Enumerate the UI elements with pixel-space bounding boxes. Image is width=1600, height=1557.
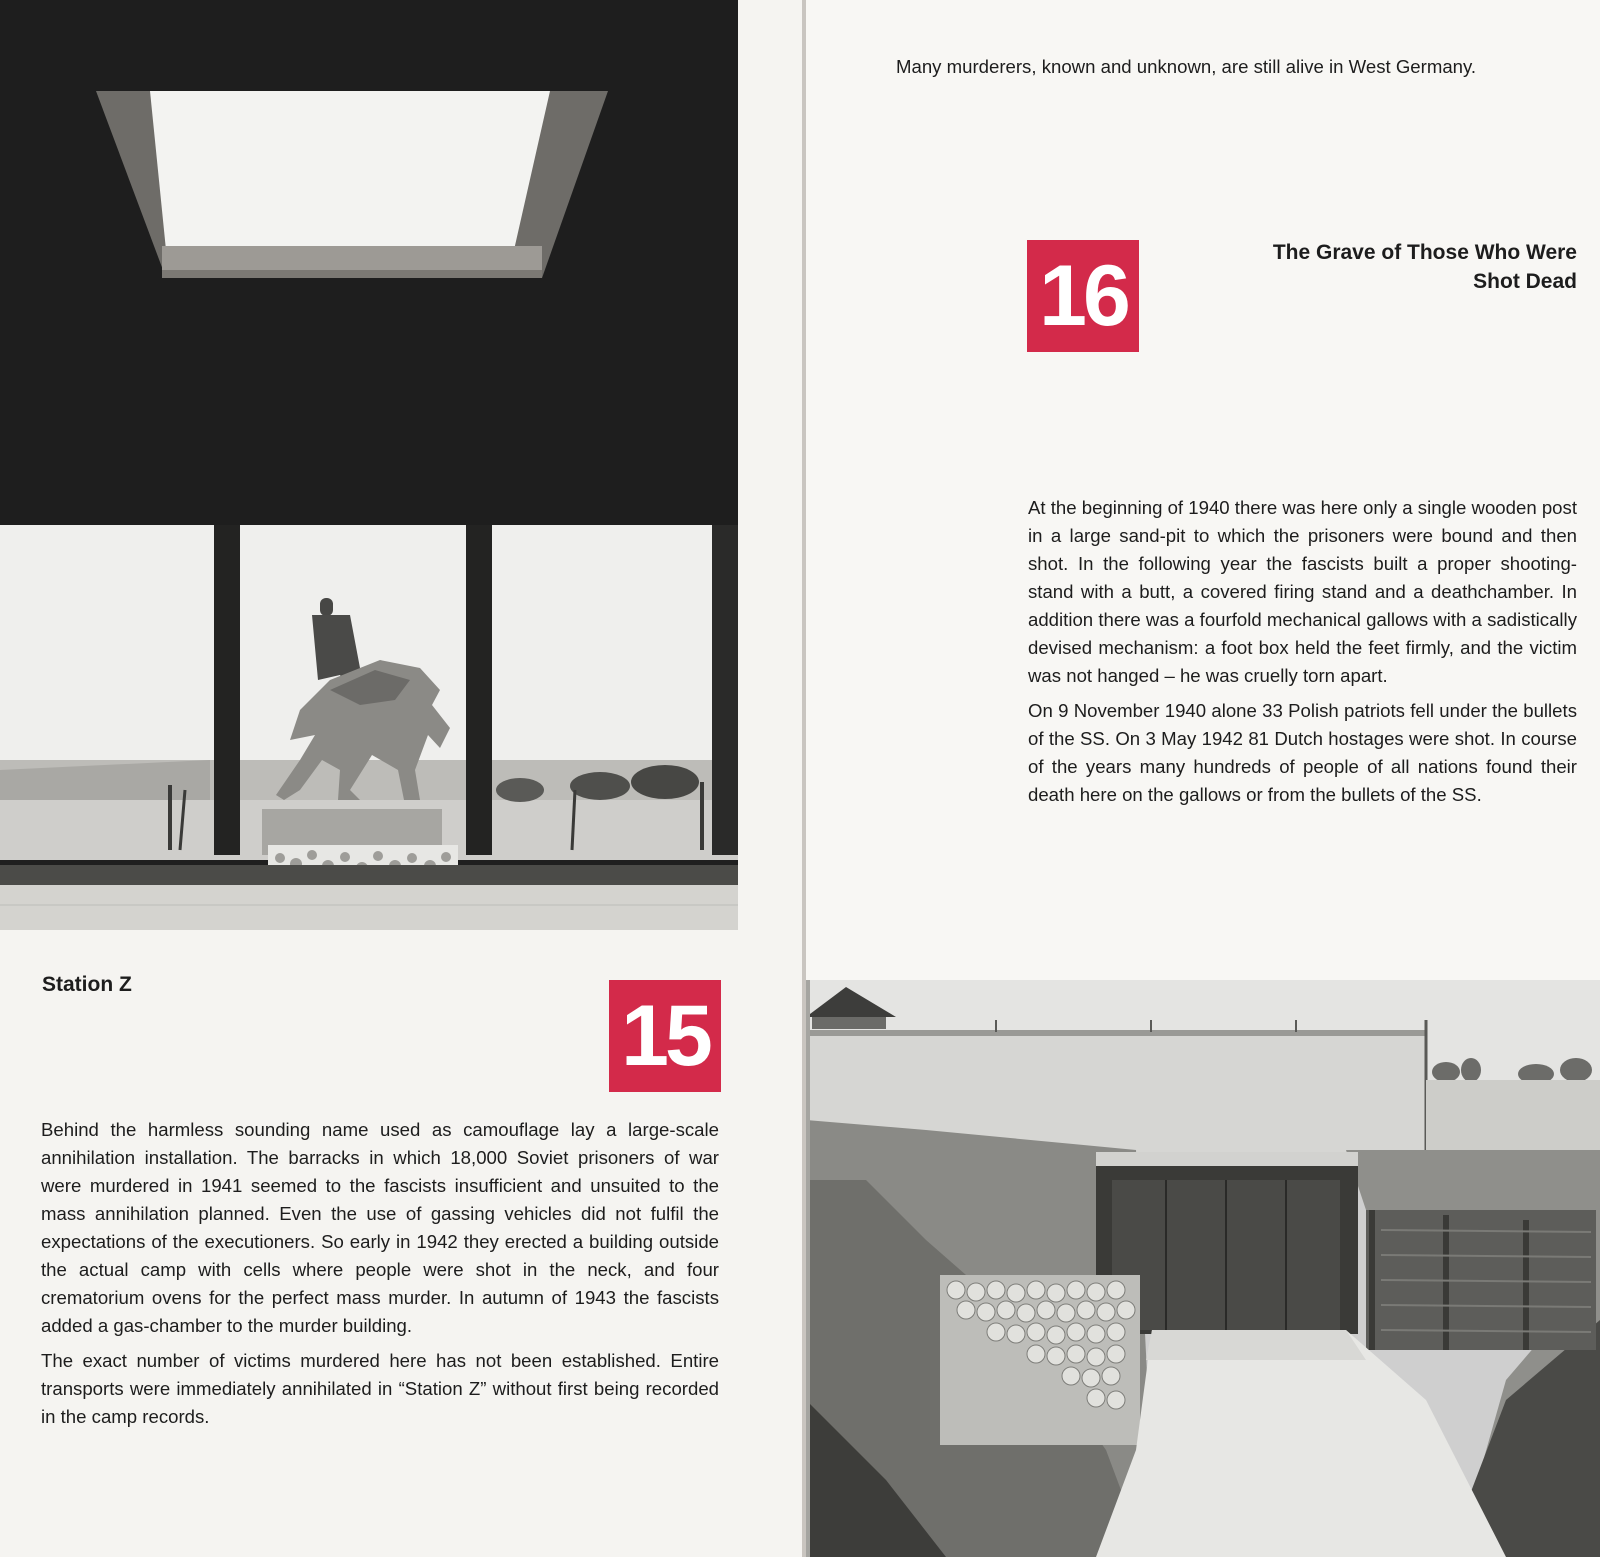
right-page	[806, 0, 1600, 1557]
shooting-trench-photo	[806, 980, 1600, 1557]
intro-sentence: Many murderers, known and unknown, are still alive in West Germany.	[896, 56, 1477, 77]
station-z-heading: Station Z	[42, 973, 132, 996]
station-z-text	[41, 1116, 719, 1438]
memorial-hall-photo	[0, 0, 738, 930]
grave-text	[1028, 494, 1577, 816]
station-number-badge-15: 15	[609, 980, 721, 1092]
grave-heading: The Grave of Those Who Were Shot Dead	[1272, 241, 1577, 293]
station-z-paragraph-2: The exact number of victims murdered here has not been established. Entire transports were immediately annihilated in “Station Z” without first being recorded in the camp records.	[41, 1350, 719, 1427]
shooting-trench-illustration	[806, 980, 1600, 1557]
memorial-hall-illustration	[0, 0, 738, 930]
grave-paragraph-2: On 9 November 1940 alone 33 Polish patriots fell under the bullets of the SS. On 3 May 1942 81 Dutch hostages were shot. In course of the years many hundreds of people of all nations found their death here on the gallows or from the bullets of the SS.	[1028, 700, 1577, 805]
station-number-badge-16: 16	[1027, 240, 1139, 352]
station-z-paragraph-1: Behind the harmless sounding name used as camouflage lay a large-scale annihilation installation. The barracks in which 18,000 Soviet prisoners of war were murdered in 1941 seemed to the fascists insufficient and unsuited to the mass annihilation planned. Even the use of gassing vehicles did not fulfil the expectations of the executioners. So early in 1942 they erected a building outside the actual camp with cells where people were shot in the neck, and four crematorium ovens for the perfect mass murder. In autumn of 1943 the fascists added a gas-chamber to the murder building.	[41, 1119, 719, 1336]
grave-paragraph-1: At the beginning of 1940 there was here only a single wooden post in a large sand-pit to which the prisoners were bound and then shot. In the following year the fascists built a proper shooting-stand with a butt, a covered firing stand and a deathchamber. In addition there was a fourfold mechanical gallows with a sadistically devised mechanism: a foot box held the feet firmly, and the victim was not hanged – he was cruelly torn apart.	[1028, 497, 1577, 686]
